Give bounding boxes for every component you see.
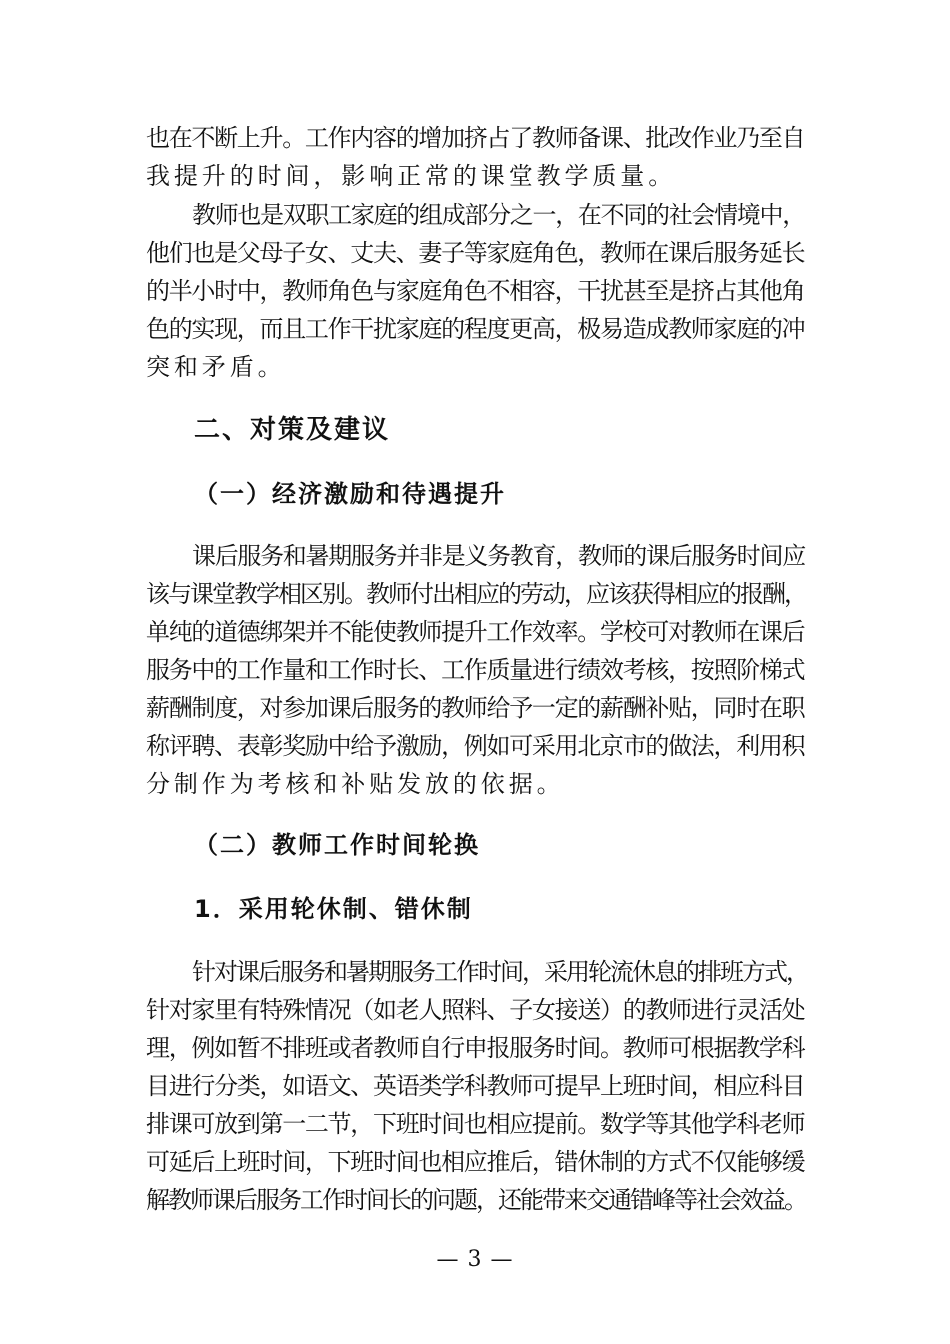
paragraph-line: 突和矛盾。 [146, 353, 286, 381]
paragraph-line: 单纯的道德绑架并不能使教师提升工作效率。学校可对教师在课后 [146, 618, 805, 646]
item-heading: 1．采用轮休制、错休制 [194, 895, 473, 923]
paragraph-line: 的半小时中，教师角色与家庭角色不相容，干扰甚至是挤占其他角 [146, 277, 805, 305]
paragraph-line: 薪酬制度，对参加课后服务的教师给予一定的薪酬补贴，同时在职 [146, 694, 805, 722]
subsection-heading: （一）经济激励和待遇提升 [194, 480, 506, 508]
paragraph-line: 理，例如暂不排班或者教师自行申报服务时间。教师可根据教学科 [146, 1034, 805, 1062]
paragraph-line: 排课可放到第一二节，下班时间也相应提前。数学等其他学科老师 [146, 1110, 805, 1138]
paragraph-line: 解教师课后服务工作时间长的问题，还能带来交通错峰等社会效益。 [146, 1186, 806, 1214]
paragraph-line: 针对课后服务和暑期服务工作时间，采用轮流休息的排班方式， [192, 958, 808, 986]
paragraph-line: 针对家里有特殊情况（如老人照料、子女接送）的教师进行灵活处 [146, 996, 805, 1024]
paragraph-line: 教师也是双职工家庭的组成部分之一，在不同的社会情境中， [192, 201, 805, 229]
paragraph-line: 目进行分类，如语文、英语类学科教师可提早上班时间，相应科目 [146, 1072, 805, 1100]
subsection-heading: （二）教师工作时间轮换 [194, 831, 480, 859]
paragraph-line: 课后服务和暑期服务并非是义务教育，教师的课后服务时间应 [192, 542, 805, 570]
paragraph-line: 我提升的时间，影响正常的课堂教学质量。 [146, 162, 677, 190]
paragraph-line: 称评聘、表彰奖励中给予激励，例如可采用北京市的做法，利用积 [146, 732, 805, 760]
paragraph-line: 他们也是父母子女、丈夫、妻子等家庭角色，教师在课后服务延长 [146, 239, 805, 267]
paragraph-line: 分制作为考核和补贴发放的依据。 [146, 770, 565, 798]
page-number: — 3 — [436, 1247, 514, 1272]
paragraph-line: 色的实现，而且工作干扰家庭的程度更高，极易造成教师家庭的冲 [146, 315, 805, 343]
paragraph-line: 可延后上班时间，下班时间也相应推后，错休制的方式不仅能够缓 [146, 1148, 805, 1176]
paragraph-line: 也在不断上升。工作内容的增加挤占了教师备课、批改作业乃至自 [146, 124, 805, 152]
paragraph-line: 服务中的工作量和工作时长、工作质量进行绩效考核，按照阶梯式 [146, 656, 805, 684]
paragraph-line: 该与课堂教学相区别。教师付出相应的劳动，应该获得相应的报酬， [146, 580, 806, 608]
section-heading: 二、对策及建议 [194, 415, 391, 445]
